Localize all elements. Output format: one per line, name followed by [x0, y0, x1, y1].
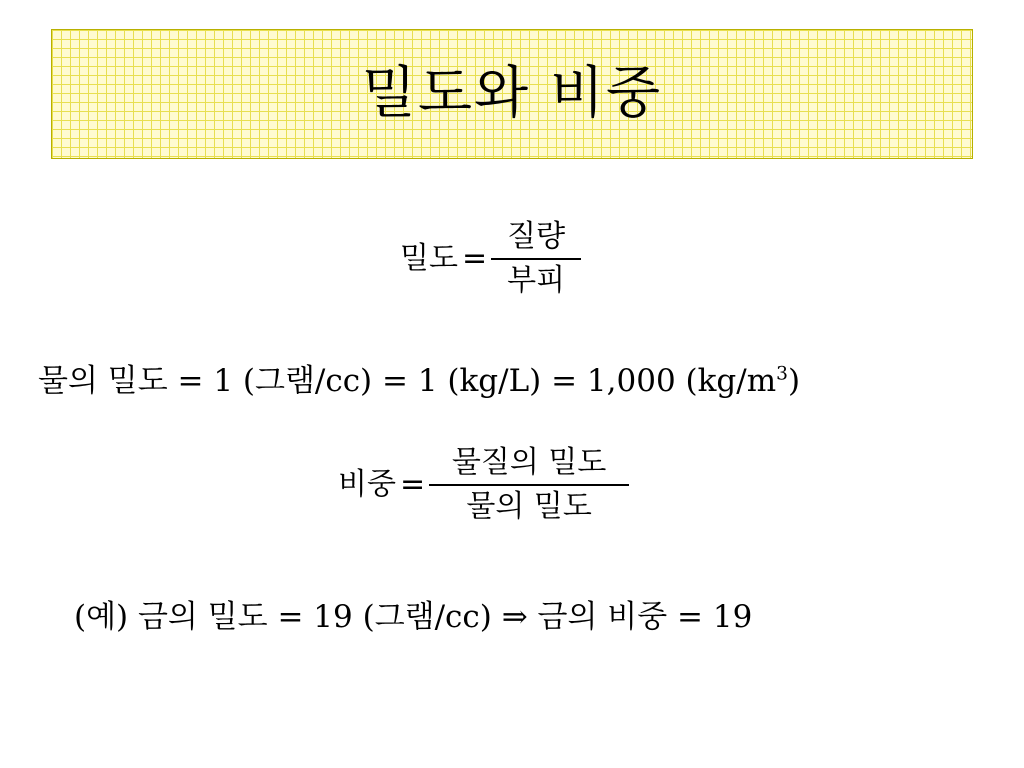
- specific-gravity-fraction: [429, 445, 629, 524]
- density-fraction: [491, 219, 581, 298]
- density-formula: [400, 219, 581, 298]
- density-denominator: 부피: [507, 263, 566, 298]
- water-density-line: [38, 363, 801, 399]
- density-numerator: 질량: [507, 219, 566, 254]
- density-formula-lhs: 밀도: [400, 241, 458, 276]
- specific-gravity-numerator: 물질의 밀도: [451, 445, 607, 480]
- specific-gravity-formula-equals: =: [399, 467, 426, 502]
- gold-example-line: (예) 금의 밀도 = 19 (그램/cc) ⇒ 금의 비중 = 19: [74, 599, 753, 635]
- specific-gravity-denominator: 물의 밀도: [466, 489, 592, 524]
- density-formula-equals: =: [461, 241, 488, 276]
- water-density-exponent: 3: [776, 363, 788, 385]
- water-density-text: 물의 밀도 = 1 (그램/cc) = 1 (kg/L) = 1,000 (kg/m: [38, 363, 777, 399]
- slide-title: 밀도와 비중: [361, 61, 663, 126]
- specific-gravity-formula: [338, 445, 629, 524]
- specific-gravity-formula-lhs: 비중: [338, 467, 396, 502]
- title-banner: [51, 29, 973, 159]
- water-density-closing: ): [787, 363, 801, 399]
